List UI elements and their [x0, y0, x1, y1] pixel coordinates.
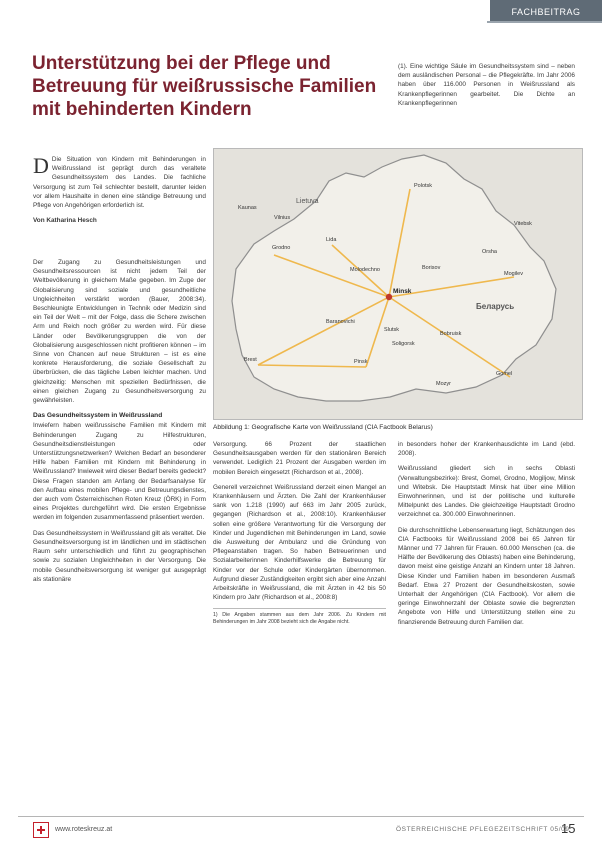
city-label: Bobruisk: [440, 331, 462, 337]
city-label: Molodechno: [350, 267, 380, 273]
city-label: Lida: [326, 237, 337, 243]
city-label: Vilnius: [274, 215, 291, 221]
city-label: Slutsk: [384, 327, 399, 333]
author-line: Von Katharina Hesch: [33, 217, 97, 225]
col2-paragraph-1: Versorgung. 66 Prozent der staatlichen Gesundheitsausgaben werden für den stationären Bereich verwendet. Lediglich 21 Prozent der Ausgaben werden im mobilen Bereich eingesetzt (Richardson et al., 2008).: [213, 441, 386, 476]
column-1: [33, 258, 206, 590]
map-svg: [214, 149, 582, 419]
capital-marker: [386, 294, 392, 300]
section-tag-rule: [487, 21, 602, 23]
page-number: 15: [561, 821, 576, 836]
footer-url: www.roteskreuz.at: [55, 826, 113, 833]
lead-block: [33, 155, 206, 231]
city-label: Soligorsk: [392, 341, 415, 347]
col3-paragraph-1: in besonders hoher der Krankenhausdichte im Land (ebd. 2008).: [398, 441, 575, 458]
city-label: Gomel: [496, 371, 513, 377]
section-tag: FACHBEITRAG: [490, 0, 602, 22]
red-cross-logo-icon: [33, 822, 49, 838]
city-label: Mogilev: [504, 271, 523, 277]
col3-paragraph-2: Weißrussland gliedert sich in sechs Oblasti (Verwaltungsbezirke): Brest, Gomel, Grodno, Mogiljow, Minsk und Witebsk. Die Hauptstadt Minsk hat über eine Million Einwohnerinnen, und ist der politische und kulturelle Mittelpunkt des Landes. Die gleichzeitige Hauptstadt Grodno verzeichnet ca. 300.000 Einwohnerinnen.: [398, 465, 575, 519]
neighbor-country-label: Lietuva: [296, 198, 319, 205]
col1-subheading: Das Gesundheitssystem in Weißrussland: [33, 412, 163, 420]
footer-rule: [18, 816, 584, 817]
col1-paragraph-3: Das Gesundheitssystem in Weißrussland gilt als veraltet. Die Gesundheitsversorgung ist im ländlichen und im städtischen Raum sehr unterschiedlich und führt zu geographischen sowie zu sozialen Ungleichheiten in der Versorgung. Die mobile Gesundheitsversorgung ist weniger gut ausgeprägt als stationäre: [33, 529, 206, 583]
drop-cap: D: [33, 153, 49, 178]
city-label: Pinsk: [354, 359, 368, 365]
lead-text: [33, 155, 206, 210]
city-label: Kaunas: [238, 205, 257, 211]
journal-name: ÖSTERREICHISCHE PFLEGEZEITSCHRIFT 05/09: [396, 826, 570, 833]
column-3: [398, 440, 575, 633]
city-label: Polotsk: [414, 183, 433, 189]
city-label: Orsha: [482, 249, 497, 255]
city-label-capital: Minsk: [393, 288, 412, 295]
lead-body: Die Situation von Kindern mit Behinderungen in Weißrussland ist geprägt durch das veraltete Gesundheitssystem des Landes. Die fachliche Versorgung ist zum Teil schlechter bestellt, darunter leiden vor allem Haushalte in denen eine ständige Betreuung und Pflege von Angehörigen erforderlich ist.: [33, 156, 206, 210]
col2-footnote: 1) Die Angaben stammen aus dem Jahr 2006. Zu Kindern mit Behinderungen im Jahr 2008 bezieht sich die Angabe nicht.: [213, 608, 386, 626]
map-caption: Abbildung 1: Geografische Karte von Weißrussland (CIA Factbook Belarus): [213, 424, 433, 431]
col2-paragraph-2: Generell verzeichnet Weißrussland derzeit einen Mangel an Krankenhäusern und Ärzten. Die Zahl der Krankenhäuser sank von 1.218 (1990) auf 663 im Jahr 2005 zurück, gegangen (Richardson et al., 2008:10). Krankenhäuser sollen eine größere Verantwortung für die Versorgung der Kinder und Jugendlichen mit Behinderungen im Land, sowie die Ausweitung der Ambulanz und die Gründung von Pflegeanstalten tragen. So haben Betreuerinnen und Sozialarbeiterinnen Kinderhilfswerke die Betreuung für Kinder vor der Schule oder Kindergärten übernommen. Aufgrund dieser Zuständigkeiten ergibt sich aber eine Anzahl Arbeitskräfte in Weißrussland, die mit Ärzten in 42 bis 50 Kindern pro Jahr (Richardson et al., 2008:8): [213, 483, 386, 602]
column-2: [213, 440, 386, 632]
city-label: Brest: [244, 357, 257, 363]
city-label: Mozyr: [436, 381, 451, 387]
col3-paragraph-3: Die durchschnittliche Lebenserwartung liegt, Schätzungen des CIA Factbooks für Weißrussland 2008 bei 65 Jahren für Männer und 77 Jahren für Frauen. 60.000 Menschen (ca. die Hälfte der Bevölkerung des Oblasts) haben eine Behinderung, davon meist eine geistige Anzahl an Kindern unter 18 Jahren. Diese Kinder und Familien haben im besonderen Ausmaß Bedarf. Etwa 27 Prozent der Gesundheitskosten, sowie Unterhalt der Angehörigen (CIA Factbook). Vor allem die geringe Einwohnerzahl der Oblaste sowie die begrenzten Angebote von Hilfe und Unterstützung stellen eine zu finanzierende Betreuung durch Familien dar.: [398, 526, 575, 626]
intro-right-column: [398, 62, 575, 114]
country-label: Беларусь: [476, 302, 515, 311]
city-label: Borisov: [422, 265, 441, 271]
city-label: Grodno: [272, 245, 291, 251]
col1-paragraph-2: Inwiefern haben weißrussische Familien mit Kindern mit Behinderungen Zugang zu Hilfestrukturen, Gesundheitsdienstleistungen oder Unterstützungsnetzwerken? Welchen Bedarf an besonderer Hilfe haben Familien mit Kindern mit Behinderung in Weißrussland? Inwieweit wird dieser Bedarf bereits gedeckt? Diese Fragen standen am Anfang der Bedarfsanalyse für den Aufbau eines mobilen Pflege- und Betreuungsdienstes, der auch vom Österreichischen Roten Kreuz (ÖRK) in Form eines Projektes durchgeführt wird. Die ersten Ergebnisse werden im folgenden zusammenfassend präsentiert werden.: [33, 422, 206, 522]
belarus-map: [213, 148, 583, 420]
intro-right-text: (1). Eine wichtige Säule im Gesundheitssystem sind – neben dem ausländischen Personal – die Pflegekräfte. Im Jahr 2006 haben über 116.000 Personen in Weißrussland als Krankenpflegerinnen gearbeitet. Die Dichte an Krankenpflegerinnen: [398, 63, 575, 107]
article-title: Unterstützung bei der Pflege und Betreuung für weißrussische Familien mit behinderten Kindern: [32, 53, 377, 120]
city-label: Vitebsk: [514, 221, 532, 227]
col1-paragraph-1: Der Zugang zu Gesundheitsleistungen und Gesundheitsressourcen ist nicht jedem Teil der Weltbevölkerung in gleichem Maße gegeben. Im Zuge der Globalisierung sind soziale und gesundheitliche Ungleichheiten verstärkt worden (Bauer, 2008:34). Beschleunigte Entwicklungen in Technik oder Medizin sind ein Teil der Welt – mit der Folge, dass die Schere zwischen Arm und Reich noch größer zu werden wird. Für diese Länder oder Bevölkerungsgruppen die von der Globalisierung ausgeschlossen nicht profitieren können – im Sinne von Chancen auf neue Strukturen – ist es eine konkrete Herausforderung, die soziale Gesellschaft zu überbrücken, die das tägliche Leben leichter machen. Und gleichzeitig: Menschen mit speziellen Bedürfnissen, die einen gleichen Zugang zu Gesundheitsversorgung zu gewährleisten.: [33, 259, 206, 405]
city-label: Baranovichi: [326, 319, 355, 325]
